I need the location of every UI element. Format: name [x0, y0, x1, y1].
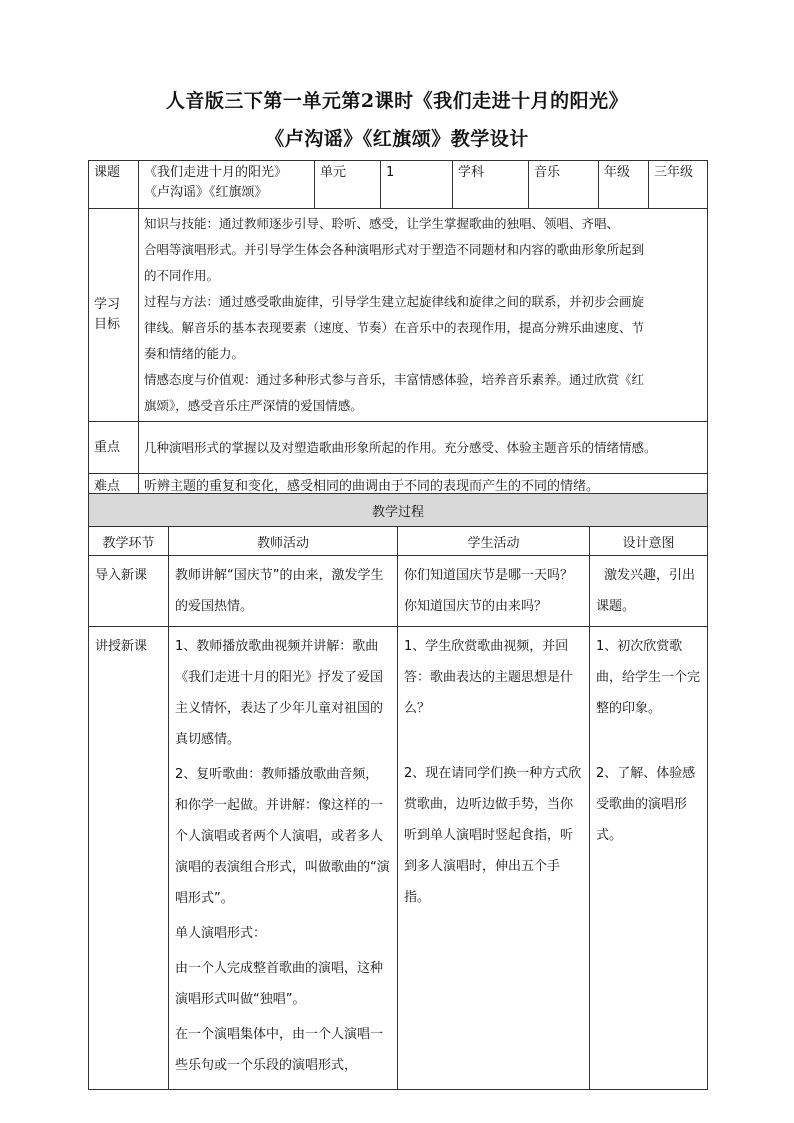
key-point-text: 几种演唱形式的掌握以及对塑造歌曲形象所起的作用。充分感受、体验主题音乐的情绪情感。	[139, 422, 708, 474]
section-title: 教学过程	[89, 494, 708, 527]
intent-para: 1、初次欣赏歌曲，给学生一个完整的印象。	[596, 639, 701, 716]
student-para: 2、现在请同学们换一种方式欣赏歌曲，边听边做手势，当你听到单人演唱时竖起食指，听到多人演唱时，伸出五个手指。	[404, 766, 582, 905]
doc-title-line2: 《卢沟谣》《红旗颂》教学设计	[265, 128, 529, 150]
header-student: 学生活动	[398, 527, 590, 556]
grade-value: 三年级	[649, 161, 708, 209]
row2-intent	[590, 627, 708, 1090]
unit-value: 1	[381, 161, 453, 209]
topic-line2: 《卢沟谣》《红旗颂》	[144, 185, 268, 200]
header-stage: 教学环节	[89, 527, 169, 556]
goal-line: 过程与方法：通过感受歌曲旋律，引导学生建立起旋律线和旋律之间的联系，并初步会画旋	[144, 294, 645, 309]
student-para: 1、学生欣赏歌曲视频，并回答：歌曲表达的主题思想是什么？	[404, 639, 574, 716]
goal-line: 奏和情绪的能力。	[144, 346, 245, 361]
label-topic: 课题	[89, 161, 139, 209]
goal-line: 合唱等演唱形式。并引导学生体会各种演唱形式对于塑造不同题材和内容的歌曲形象所起到	[144, 242, 645, 257]
header-teacher: 教师活动	[169, 527, 398, 556]
goal-line: 旗颂》，感受音乐庄严深情的爱国情感。	[144, 398, 363, 413]
label-unit: 单元	[315, 161, 381, 209]
row2-student	[398, 627, 590, 1090]
doc-title-line1: 人音版三下第一单元第2课时《我们走进十月的阳光》	[165, 90, 629, 112]
goals-label-line1: 学习	[94, 297, 121, 312]
goal-line: 的不同作用。	[144, 268, 220, 283]
label-key-point: 重点	[89, 422, 139, 474]
teaching-process-table	[88, 493, 708, 1090]
teacher-para: 由一个人完成整首歌曲的演唱，这种演唱形式叫做“独唱”。	[175, 961, 384, 1007]
teacher-para: 单人演唱形式：	[175, 926, 267, 941]
header-intent: 设计意图	[590, 527, 708, 556]
row1-student: 你们知道国庆节是哪一天吗？你知道国庆节的由来吗？	[398, 556, 590, 627]
teacher-para: 在一个演唱集体中，由一个人演唱一些乐句或一个乐段的演唱形式，	[175, 1027, 384, 1073]
goal-line: 情感态度与价值观：通过多种形式参与音乐，丰富情感体验，培养音乐素养。通过欣赏《红	[144, 372, 645, 387]
goal-line: 律线。解音乐的基本表现要素（速度、节奏）在音乐中的表现作用，提高分辨乐曲速度、节	[144, 320, 645, 335]
intent-para: 2、了解、体验感受歌曲的演唱形式。	[596, 766, 696, 843]
row1-intent: 激发兴趣，引出课题。	[590, 556, 708, 627]
row2-stage: 讲授新课	[89, 627, 169, 1090]
label-grade: 年级	[599, 161, 649, 209]
topic-value	[139, 161, 315, 209]
label-goals	[89, 209, 139, 422]
subject-value: 音乐	[529, 161, 599, 209]
topic-line1: 《我们走进十月的阳光》	[144, 165, 288, 180]
row1-stage: 导入新课	[89, 556, 169, 627]
label-subject: 学科	[453, 161, 529, 209]
teacher-para: 1、教师播放歌曲视频并讲解：歌曲《我们走进十月的阳光》抒发了爱国主义情怀，表达了少年儿童对祖国的真切感情。	[175, 639, 384, 747]
goals-text	[139, 209, 708, 422]
lesson-info-table	[88, 160, 708, 500]
goals-label-line2: 目标	[94, 317, 121, 332]
row1-teacher: 教师讲解“国庆节”的由来，激发学生的爱国热情。	[169, 556, 398, 627]
difficulty-text: 听辨主题的重复和变化，感受相同的曲调由于不同的表现而产生的不同的情绪。	[139, 474, 708, 500]
goal-line: 知识与技能：通过教师逐步引导、聆听、感受，让学生掌握歌曲的独唱、领唱、齐唱、	[144, 216, 620, 231]
row2-teacher	[169, 627, 398, 1090]
label-difficulty: 难点	[89, 474, 139, 500]
teacher-para: 2、复听歌曲：教师播放歌曲音频，和你学一起做。并讲解：像这样的一个人演唱或者两个人演唱，或者多人演唱的表演组合形式，叫做歌曲的“演唱形式”。	[175, 767, 390, 906]
